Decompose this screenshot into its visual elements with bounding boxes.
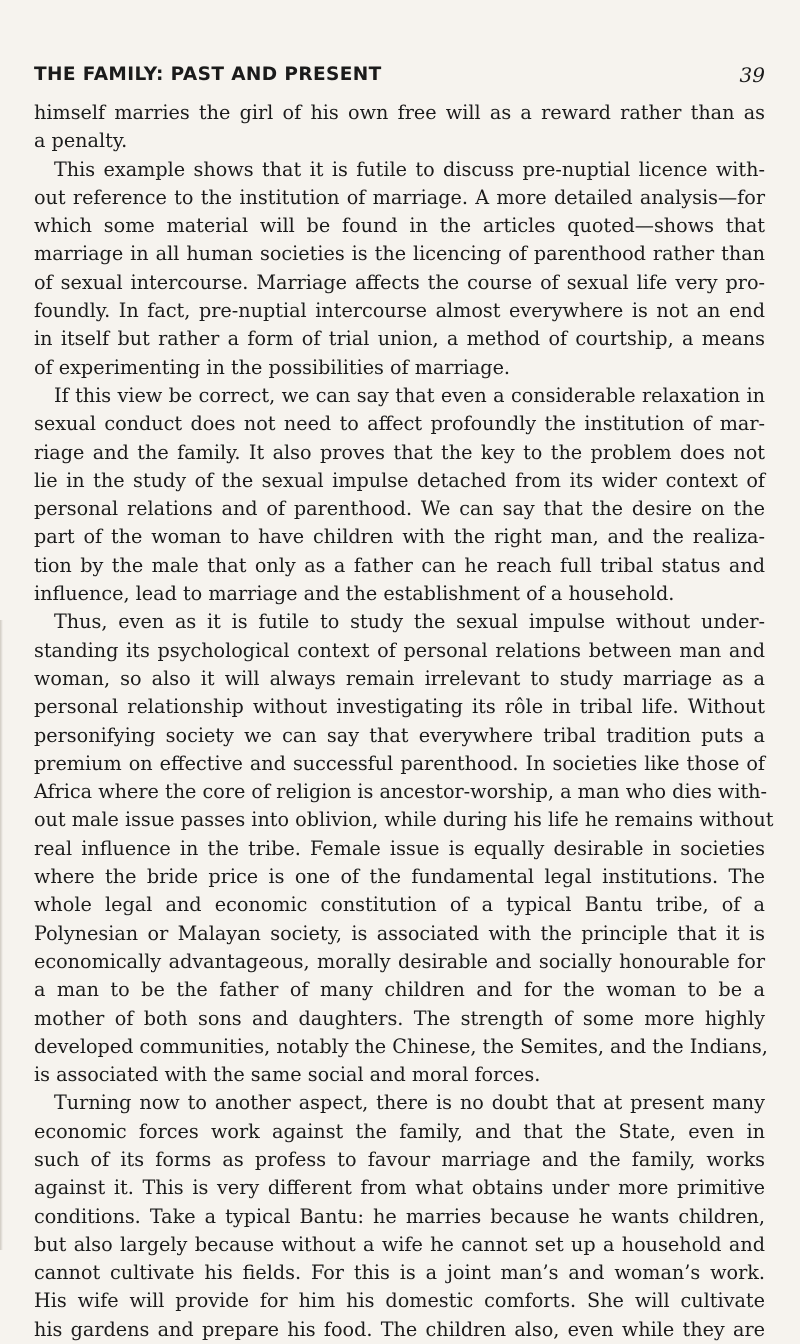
- text-line: marriage in all human societies is the licencing of parenthood rather than: [34, 242, 765, 266]
- text-line: a penalty.: [34, 129, 128, 153]
- text-line: against it. This is very different from what obtains under more primitive: [34, 1176, 765, 1200]
- text-line: premium on effective and successful parenthood. In societies like those of: [34, 751, 765, 775]
- text-line: influence, lead to marriage and the establishment of a household.: [34, 582, 675, 606]
- text-line: personal relationship without investigating its rôle in tribal life. Without: [34, 695, 765, 719]
- text-line: Africa where the core of religion is ancestor-worship, a man who dies with-: [34, 780, 768, 804]
- text-line: himself marries the girl of his own free will as a reward rather than as: [34, 101, 765, 124]
- text-line: tion by the male that only as a father can he reach full tribal status and: [34, 553, 765, 577]
- body-text: [34, 99, 774, 1344]
- text-line: Polynesian or Malayan society, is associated with the principle that it is: [34, 921, 765, 945]
- text-line: If this view be correct, we can say that even a considerable relaxation in: [54, 383, 765, 407]
- text-line: a man to be the father of many children and for the woman to be a: [34, 978, 765, 1002]
- text-line: of experimenting in the possibilities of marriage.: [34, 355, 511, 379]
- text-line: such of its forms as profess to favour marriage and the family, works: [34, 1147, 765, 1171]
- text-line: is associated with the same social and moral forces.: [34, 1063, 541, 1087]
- text-line: economically advantageous, morally desirable and socially honourable for: [34, 949, 765, 973]
- text-line: personifying society we can say that everywhere tribal tradition puts a: [34, 723, 765, 747]
- text-line: riage and the family. It also proves that the key to the problem does not: [34, 440, 765, 464]
- text-line: developed communities, notably the Chinese, the Semites, and the Indians,: [34, 1034, 768, 1058]
- text-line: but also largely because without a wife he cannot set up a household and: [34, 1232, 765, 1256]
- text-line: mother of both sons and daughters. The strength of some more highly: [34, 1006, 765, 1030]
- text-line: conditions. Take a typical Bantu: he marries because he wants children,: [34, 1204, 765, 1228]
- running-head: [34, 64, 765, 90]
- text-line: economic forces work against the family, and that the State, even in: [34, 1119, 765, 1143]
- page-edge-shadow: [0, 620, 3, 1250]
- text-line: personal relations and of parenthood. We can say that the desire on the: [34, 497, 765, 521]
- text-line: his gardens and prepare his food. The children also, even while they are: [34, 1317, 765, 1341]
- text-line: Turning now to another aspect, there is no doubt that at present many: [54, 1091, 765, 1115]
- text-line: Thus, even as it is futile to study the sexual impulse without under-: [54, 610, 765, 634]
- text-line: where the bride price is one of the fundamental legal institutions. The: [34, 865, 765, 889]
- text-line: out male issue passes into oblivion, while during his life he remains without: [34, 808, 774, 832]
- text-line: out reference to the institution of marriage. A more detailed analysis—for: [34, 185, 765, 209]
- text-line: in itself but rather a form of trial union, a method of courtship, a means: [34, 327, 765, 351]
- text-line: cannot cultivate his fields. For this is a joint man’s and woman’s work.: [34, 1261, 765, 1285]
- running-title: THE FAMILY: PAST AND PRESENT: [34, 64, 382, 85]
- text-line: lie in the study of the sexual impulse detached from its wider context of: [34, 468, 765, 492]
- text-line: real influence in the tribe. Female issue is equally desirable in societies: [34, 836, 765, 860]
- text-line: His wife will provide for him his domestic comforts. She will cultivate: [34, 1289, 765, 1313]
- text-line: which some material will be found in the articles quoted—shows that: [34, 214, 765, 238]
- text-line: standing its psychological context of personal relations between man and: [34, 638, 765, 662]
- text-line: sexual conduct does not need to affect profoundly the institution of mar-: [34, 412, 765, 436]
- text-line: foundly. In fact, pre-nuptial intercourse almost everywhere is not an end: [34, 299, 765, 323]
- page-number: 39: [739, 63, 765, 87]
- text-line: This example shows that it is futile to discuss pre-nuptial licence with-: [54, 157, 765, 181]
- text-line: woman, so also it will always remain irrelevant to study marriage as a: [34, 666, 765, 690]
- text-line: part of the woman to have children with the right man, and the realiza-: [34, 525, 765, 549]
- text-line: whole legal and economic constitution of a typical Bantu tribe, of a: [34, 893, 765, 917]
- text-line: of sexual intercourse. Marriage affects the course of sexual life very pro-: [34, 270, 765, 294]
